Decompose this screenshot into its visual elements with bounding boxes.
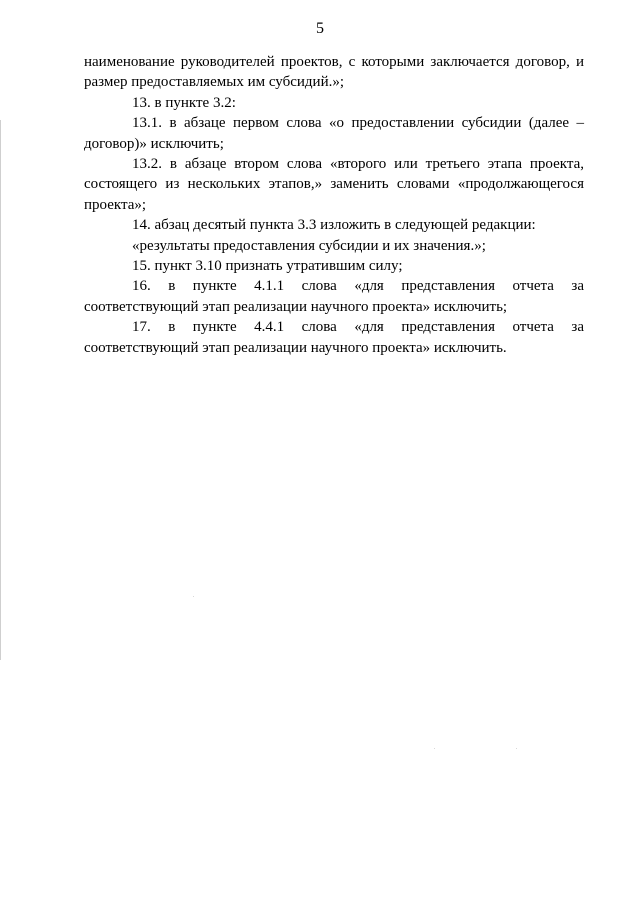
document-body (84, 52, 584, 358)
scan-edge-line (0, 120, 1, 660)
paragraph: 13. в пункте 3.2: (132, 94, 236, 111)
paragraph: 17. в пункте 4.4.1 слова «для представления отчета за соответствующий этап реализации научного проекта» исключить. (84, 319, 584, 356)
paragraph: 15. пункт 3.10 признать утратившим силу; (132, 258, 403, 275)
paragraph: 14. абзац десятый пункта 3.3 изложить в следующей редакции: (132, 217, 536, 234)
paragraph: 16. в пункте 4.1.1 слова «для представления отчета за соответствующий этап реализации научного проекта» исключить; (84, 278, 584, 315)
paragraph: «результаты предоставления субсидии и их значения.»; (132, 237, 486, 254)
scan-speck (434, 748, 435, 749)
paragraph: 13.1. в абзаце первом слова «о предоставлении субсидии (далее – договор)» исключить; (84, 115, 584, 152)
scan-speck (193, 596, 194, 597)
scan-speck (516, 748, 517, 749)
page-number: 5 (316, 20, 324, 37)
paragraph: 13.2. в абзаце втором слова «второго или третьего этапа проекта, состоящего из нескольких этапов,» заменить словами «продолжающегося проекта»; (84, 156, 584, 213)
paragraph: наименование руководителей проектов, с которыми заключается договор, и размер предоставляемых им субсидий.»; (84, 54, 584, 91)
